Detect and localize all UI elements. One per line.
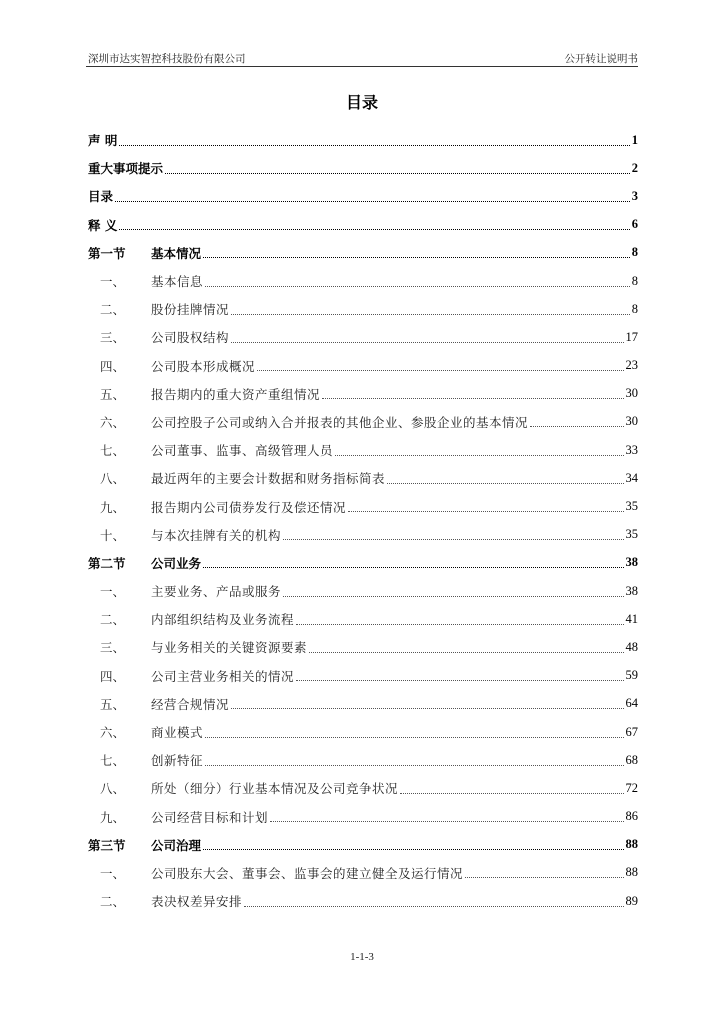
toc-entry-title: 公司股东大会、董事会、监事会的建立健全及运行情况 [151,865,464,881]
toc-leader-dots [465,877,623,878]
toc-entry[interactable] [88,831,638,859]
toc-entry-title: 释 义 [88,217,118,233]
toc-entry-number: 二、 [100,302,126,318]
toc-entry-number: 三、 [100,640,126,656]
toc-entry-page: 59 [625,668,638,683]
toc-entry[interactable] [88,690,638,718]
toc-entry-title: 公司治理 [151,837,202,853]
toc-entry[interactable] [88,577,638,605]
page-title: 目录 [345,93,378,112]
toc-entry-page: 3 [631,188,638,203]
toc-entry-number: 九、 [100,499,126,515]
toc-entry-page: 30 [625,414,638,429]
toc-entry-page: 41 [625,611,638,626]
toc-entry-page: 89 [625,893,638,908]
toc-entry-title: 报告期内公司债券发行及偿还情况 [151,499,347,515]
toc-entry[interactable] [88,662,638,690]
toc-leader-dots [115,201,630,202]
toc-leader-dots [348,511,623,512]
toc-entry-page: 88 [625,865,638,880]
toc-leader-dots [322,398,623,399]
toc-entry-title: 与业务相关的关键资源要素 [151,640,308,656]
toc-entry-number: 五、 [100,696,126,712]
toc-entry[interactable] [88,859,638,887]
toc-entry[interactable] [88,267,638,295]
toc-entry-title: 声 明 [88,133,118,149]
toc-entry[interactable] [88,803,638,831]
toc-entry[interactable] [88,295,638,323]
toc-entry[interactable] [88,549,638,577]
toc-leader-dots [283,539,623,540]
toc-entry-number: 三、 [100,330,126,346]
toc-leader-dots [400,793,623,794]
toc-leader-dots [203,849,623,850]
toc-entry[interactable] [88,126,638,154]
toc-entry-title: 公司董事、监事、高级管理人员 [151,443,334,459]
toc-entry-title: 基本情况 [151,245,202,261]
toc-entry-title: 公司股权结构 [151,330,230,346]
toc-leader-dots [530,426,623,427]
toc-entry[interactable] [88,746,638,774]
toc-leader-dots [119,145,629,146]
toc-entry-title: 创新特征 [151,753,204,769]
toc-entry-page: 38 [625,583,638,598]
toc-entry-number: 七、 [100,443,126,459]
toc-entry[interactable] [88,521,638,549]
toc-entry[interactable] [88,182,638,210]
table-of-contents [88,126,638,915]
toc-entry-number: 五、 [100,386,126,402]
toc-entry-page: 30 [625,386,638,401]
toc-leader-dots [387,483,623,484]
toc-entry-number: 二、 [100,612,126,628]
toc-entry-number: 第二节 [88,555,126,571]
toc-entry-page: 8 [631,273,638,288]
toc-entry-number: 六、 [100,725,126,741]
toc-entry[interactable] [88,408,638,436]
toc-leader-dots [244,906,623,907]
toc-entry[interactable] [88,774,638,802]
toc-entry[interactable] [88,154,638,182]
toc-entry-page: 64 [625,696,638,711]
toc-entry-title: 报告期内的重大资产重组情况 [151,386,321,402]
toc-entry-title: 重大事项提示 [88,161,164,177]
toc-entry[interactable] [88,633,638,661]
toc-entry[interactable] [88,464,638,492]
toc-entry-page: 48 [625,639,638,654]
toc-entry-title: 主要业务、产品或服务 [151,584,282,600]
toc-entry-title: 最近两年的主要会计数据和财务指标简表 [151,471,386,487]
toc-entry-title: 表决权差异安排 [151,894,243,910]
toc-leader-dots [203,567,623,568]
toc-leader-dots [203,257,630,258]
toc-leader-dots [205,737,623,738]
toc-entry-title: 目录 [88,189,114,205]
toc-leader-dots [231,314,630,315]
toc-entry-number: 一、 [100,274,126,290]
toc-entry-number: 九、 [100,809,126,825]
toc-entry[interactable] [88,380,638,408]
toc-entry-page: 1 [631,132,638,147]
toc-entry[interactable] [88,323,638,351]
toc-entry-title: 股份挂牌情况 [151,302,230,318]
header-company-name: 深圳市达实智控科技股份有限公司 [88,53,246,65]
toc-entry[interactable] [88,436,638,464]
toc-leader-dots [309,652,623,653]
toc-entry-title: 所处（细分）行业基本情况及公司竞争状况 [151,781,399,797]
toc-entry[interactable] [88,211,638,239]
toc-entry-page: 35 [625,527,638,542]
toc-entry-number: 六、 [100,414,126,430]
toc-entry-title: 商业模式 [151,725,204,741]
toc-entry-page: 67 [625,724,638,739]
toc-leader-dots [270,821,623,822]
toc-leader-dots [231,708,623,709]
toc-entry-page: 34 [625,470,638,485]
toc-leader-dots [205,765,623,766]
toc-entry-page: 17 [625,329,638,344]
toc-entry-page: 35 [625,499,638,514]
header-document-type: 公开转让说明书 [564,53,638,65]
toc-entry-number: 第三节 [88,837,126,853]
toc-leader-dots [296,624,623,625]
toc-leader-dots [231,342,623,343]
toc-leader-dots [165,173,630,174]
toc-entry-title: 公司业务 [151,555,202,571]
toc-entry-page: 6 [631,217,638,232]
toc-leader-dots [296,680,623,681]
toc-entry-title: 公司主营业务相关的情况 [151,668,295,684]
toc-leader-dots [119,229,629,230]
toc-entry-number: 二、 [100,894,126,910]
header-divider [86,66,638,67]
toc-entry-number: 四、 [100,358,126,374]
toc-leader-dots [257,370,623,371]
toc-entry-title: 经营合规情况 [151,696,230,712]
toc-entry-page: 33 [625,442,638,457]
toc-entry-number: 第一节 [88,245,126,261]
toc-entry-title: 与本次挂牌有关的机构 [151,527,282,543]
toc-entry-number: 十、 [100,527,126,543]
toc-entry-title: 内部组织结构及业务流程 [151,612,295,628]
toc-entry-page: 68 [625,752,638,767]
page-header [86,50,638,66]
toc-entry-title: 基本信息 [151,274,204,290]
toc-entry-title: 公司股本形成概况 [151,358,256,374]
toc-entry-page: 72 [625,780,638,795]
toc-entry[interactable] [88,887,638,915]
toc-entry-page: 38 [625,555,638,570]
toc-entry-page: 23 [625,358,638,373]
toc-entry[interactable] [88,352,638,380]
toc-entry-number: 八、 [100,781,126,797]
toc-entry-page: 2 [631,160,638,175]
toc-entry-number: 一、 [100,584,126,600]
toc-entry-number: 四、 [100,668,126,684]
toc-entry[interactable] [88,718,638,746]
toc-entry-page: 8 [631,301,638,316]
toc-leader-dots [283,596,623,597]
toc-entry-number: 七、 [100,753,126,769]
toc-leader-dots [205,286,630,287]
toc-entry-title: 公司控股子公司或纳入合并报表的其他企业、参股企业的基本情况 [151,414,529,430]
toc-entry-number: 八、 [100,471,126,487]
toc-entry-number: 一、 [100,865,126,881]
toc-entry[interactable] [88,239,638,267]
toc-leader-dots [335,455,623,456]
toc-entry-title: 公司经营目标和计划 [151,809,269,825]
toc-entry[interactable] [88,492,638,520]
toc-entry-page: 88 [625,837,638,852]
toc-entry[interactable] [88,605,638,633]
toc-entry-page: 8 [631,245,638,260]
page-number: 1-1-3 [350,951,374,963]
toc-entry-page: 86 [625,809,638,824]
